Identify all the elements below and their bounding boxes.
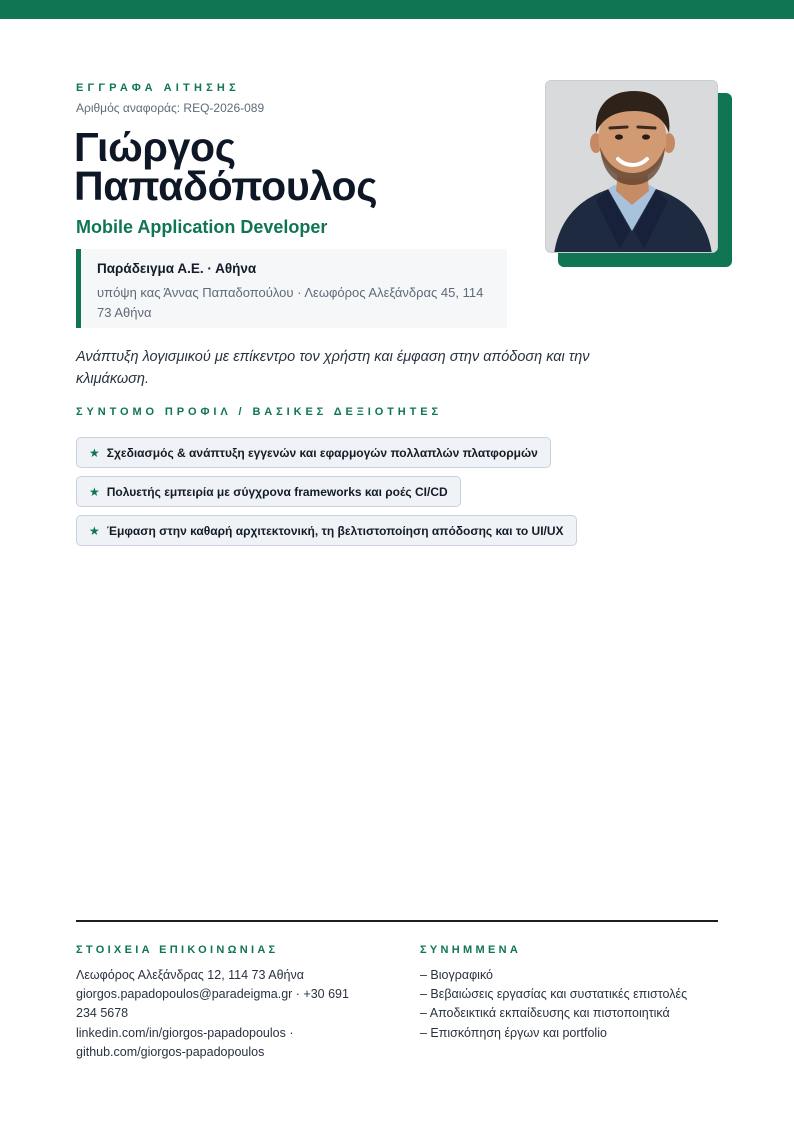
attachment-item: – Αποδεικτικά εκπαίδευσης και πιστοποιητικά	[420, 1006, 670, 1021]
attachment-item: – Βιογραφικό	[420, 968, 494, 982]
applicant-name	[74, 124, 378, 209]
star-icon: ★	[89, 484, 100, 499]
star-icon: ★	[89, 445, 100, 460]
recipient-company: Παράδειγμα Α.Ε. · Αθήνα	[97, 261, 257, 276]
footer-divider	[76, 920, 718, 922]
star-icon: ★	[89, 523, 100, 538]
portrait-photo	[545, 80, 718, 253]
attachments-section-title: ΣΥΝΗΜΜΕΝΑ	[420, 944, 522, 956]
skill-chip	[76, 515, 577, 546]
recipient-address: υπόψη κας Άννας Παπαδοπούλου · Λεωφόρος Αλεξάνδρας 45, 114 73 Αθήνα	[97, 285, 484, 320]
attachments-list	[420, 966, 720, 1043]
skill-label: Πολυετής εμπειρία με σύγχρονα frameworks και ροές CI/CD	[106, 484, 448, 499]
recipient-box	[76, 249, 507, 328]
contact-email-phone[interactable]: giorgos.papadopoulos@paradeigma.gr · +30 691 234 5678	[76, 987, 349, 1021]
contact-links[interactable]: linkedin.com/in/giorgos-papadopoulos · github.com/giorgos-papadopoulos	[76, 1025, 294, 1059]
skill-label: Έμφαση στην καθαρή αρχιτεκτονική, τη βελτιστοποίηση απόδοσης και το UI/UX	[106, 523, 564, 538]
tagline: Ανάπτυξη λογισμικού με επίκεντρο τον χρήστη και έμφαση στην απόδοση και την κλιμάκωση.	[76, 349, 590, 387]
job-title: Mobile Application Developer	[76, 217, 328, 237]
attachment-item: – Επισκόπηση έργων και portfolio	[420, 1025, 607, 1040]
portrait-illustration	[546, 81, 718, 253]
top-accent-bar	[0, 0, 794, 19]
attachment-item: – Βεβαιώσεις εργασίας και συστατικές επιστολές	[420, 987, 688, 1002]
applicant-first-name: Γιώργος	[74, 124, 236, 170]
skill-chip	[76, 437, 551, 468]
reference-number: Αριθμός αναφοράς: REQ-2026-089	[76, 101, 265, 115]
skill-label: Σχεδιασμός & ανάπτυξη εγγενών και εφαρμογών πολλαπλών πλατφορμών	[106, 445, 538, 460]
contact-address: Λεωφόρος Αλεξάνδρας 12, 114 73 Αθήνα	[76, 968, 304, 982]
contact-details	[76, 966, 366, 1062]
document-type-label: ΕΓΓΡΑΦΑ ΑΙΤΗΣΗΣ	[76, 82, 240, 94]
skill-chip	[76, 476, 461, 507]
contact-section-title: ΣΤΟΙΧΕΙΑ ΕΠΙΚΟΙΝΩΝΙΑΣ	[76, 944, 279, 956]
applicant-last-name: Παπαδόπουλος	[74, 163, 378, 209]
profile-section-title: ΣΥΝΤΟΜΟ ΠΡΟΦΙΛ / ΒΑΣΙΚΕΣ ΔΕΞΙΟΤΗΤΕΣ	[76, 406, 442, 418]
